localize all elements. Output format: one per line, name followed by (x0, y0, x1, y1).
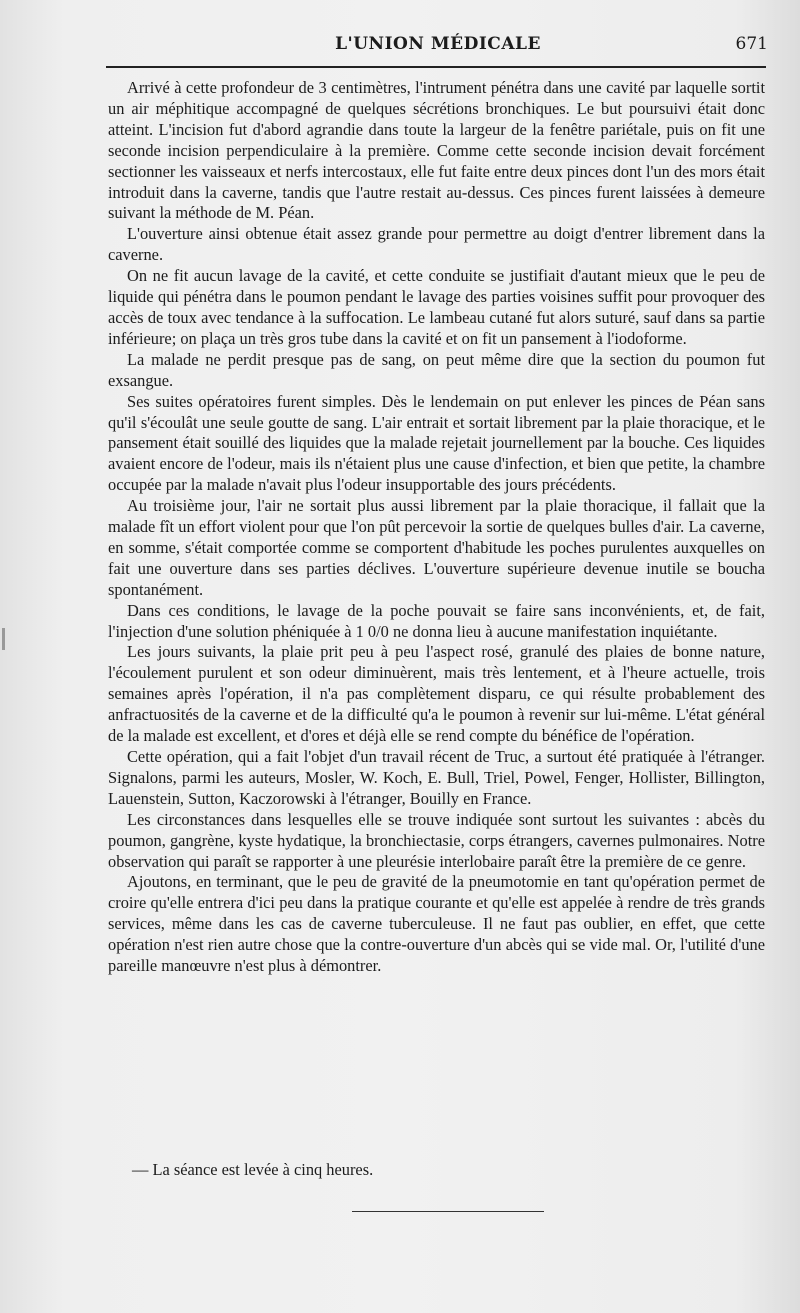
paragraph: Les circonstances dans lesquelles elle se trouve indiquée sont surtout les suivantes : abcès du poumon, gangrène, kyste hydatique, la bronchiectasie, corps étrangers, cavernes pulmonaires. Notre observation qui paraît se rapporter à une pleurésie interlobaire paraît être la première de ce genre. (108, 809, 765, 871)
paragraph: Dans ces conditions, le lavage de la poche pouvait se faire sans inconvénients, et, de fait, l'injection d'une solution phéniquée à 1 0/0 ne donna lieu à aucune manifestation inquiétante. (108, 600, 765, 641)
paragraph: La malade ne perdit presque pas de sang, on peut même dire que la section du poumon fut exsangue. (108, 349, 765, 390)
paragraph: Ajoutons, en terminant, que le peu de gravité de la pneumotomie en tant qu'opération permet de croire qu'elle entrera d'ici peu dans la pratique courante et qu'elle est appelée à rendre de très grands services, même dans les cas de caverne tuberculeuse. Il ne faut pas oublier, en effet, que cette opération n'est rien autre chose que la contre-ouverture d'un abcès qui se vide mal. Or, l'utilité d'une pareille manœuvre n'est plus à démontrer. (108, 872, 765, 976)
article-body (108, 78, 765, 977)
closing-line: — La séance est levée à cinq heures. (132, 1160, 374, 1179)
page-header (108, 34, 768, 58)
paragraph: Cette opération, qui a fait l'objet d'un travail récent de Truc, a surtout été pratiquée à l'étranger. Signalons, parmi les auteurs, Mosler, W. Koch, E. Bull, Triel, Powel, Fenger, Hollister, Billington, Lauenstein, Sutton, Kaczorowski à l'étranger, Bouilly en France. (108, 747, 765, 808)
header-rule (106, 66, 766, 68)
margin-bracket (2, 628, 5, 650)
paragraph: Arrivé à cette profondeur de 3 centimètres, l'intrument pénétra dans une cavité par laquelle sortit un air méphitique accompagné de quelques sécrétions bronchiques. Le but poursuivi était donc atteint. L'incision fut d'abord agrandie dans toute la largeur de la fenêtre pariétale, puis on fit une seconde incision perpendiculaire à la première. Comme cette seconde incision devait forcément sectionner les vaisseaux et nerfs intercostaux, elle fut faite entre deux pinces dont l'un des mors était introduit dans la caverne, tandis que l'autre restait au-dessus. Ces pinces furent laissées à demeure suivant la méthode de M. Péan. (108, 78, 765, 223)
paragraph: Au troisième jour, l'air ne sortait plus aussi librement par la plaie thoracique, il fallait que la malade fît un effort violent pour que l'on pût percevoir la sortie de quelques bulles d'air. La caverne, en somme, s'était comportée comme se comportent d'habitude les poches purulentes auxquelles on fait une ouverture dans ses parties déclives. L'ouverture supérieure devenue inutile se boucha spontanément. (108, 496, 765, 599)
page-number: 671 (735, 34, 768, 54)
end-rule (352, 1211, 544, 1212)
paragraph: Ses suites opératoires furent simples. Dès le lendemain on put enlever les pinces de Péan sans qu'il s'écoulât une seule goutte de sang. L'air entrait et sortait librement par la plaie thoracique, et le pansement était souillé des liquides que la malade rejetait journellement par la bouche. Ces liquides avaient encore de l'odeur, mais ils n'étaient plus une cause d'infection, et bien que petite, la chambre occupée par la malade n'avait plus l'odeur insupportable des jours précédents. (108, 391, 765, 495)
running-title: L'UNION MÉDICALE (335, 34, 541, 54)
paragraph: On ne fit aucun lavage de la cavité, et cette conduite se justifiait d'autant mieux que le peu de liquide qui pénétra dans le poumon pendant le lavage des parties voisines suffit pour provoquer des accès de toux avec tendance à la suffocation. Le lambeau cutané fut alors suturé, sauf dans sa partie inférieure; on plaça un très gros tube dans la cavité et on fit un pansement à l'iodoforme. (108, 266, 765, 348)
paragraph: L'ouverture ainsi obtenue était assez grande pour permettre au doigt d'entrer librement dans la caverne. (108, 224, 765, 265)
paragraph: Les jours suivants, la plaie prit peu à peu l'aspect rosé, granulé des plaies de bonne nature, l'écoulement purulent et son odeur diminuèrent, mais très lentement, et à l'heure actuelle, trois semaines après l'opération, il n'a pas complètement disparu, ce qui résulte probablement des anfractuosités de la caverne et de la difficulté qu'a le poumon à revenir sur lui-même. L'état général de la malade est excellent, et d'ores et déjà elle se rend compte du bénéfice de l'opération. (108, 642, 765, 746)
